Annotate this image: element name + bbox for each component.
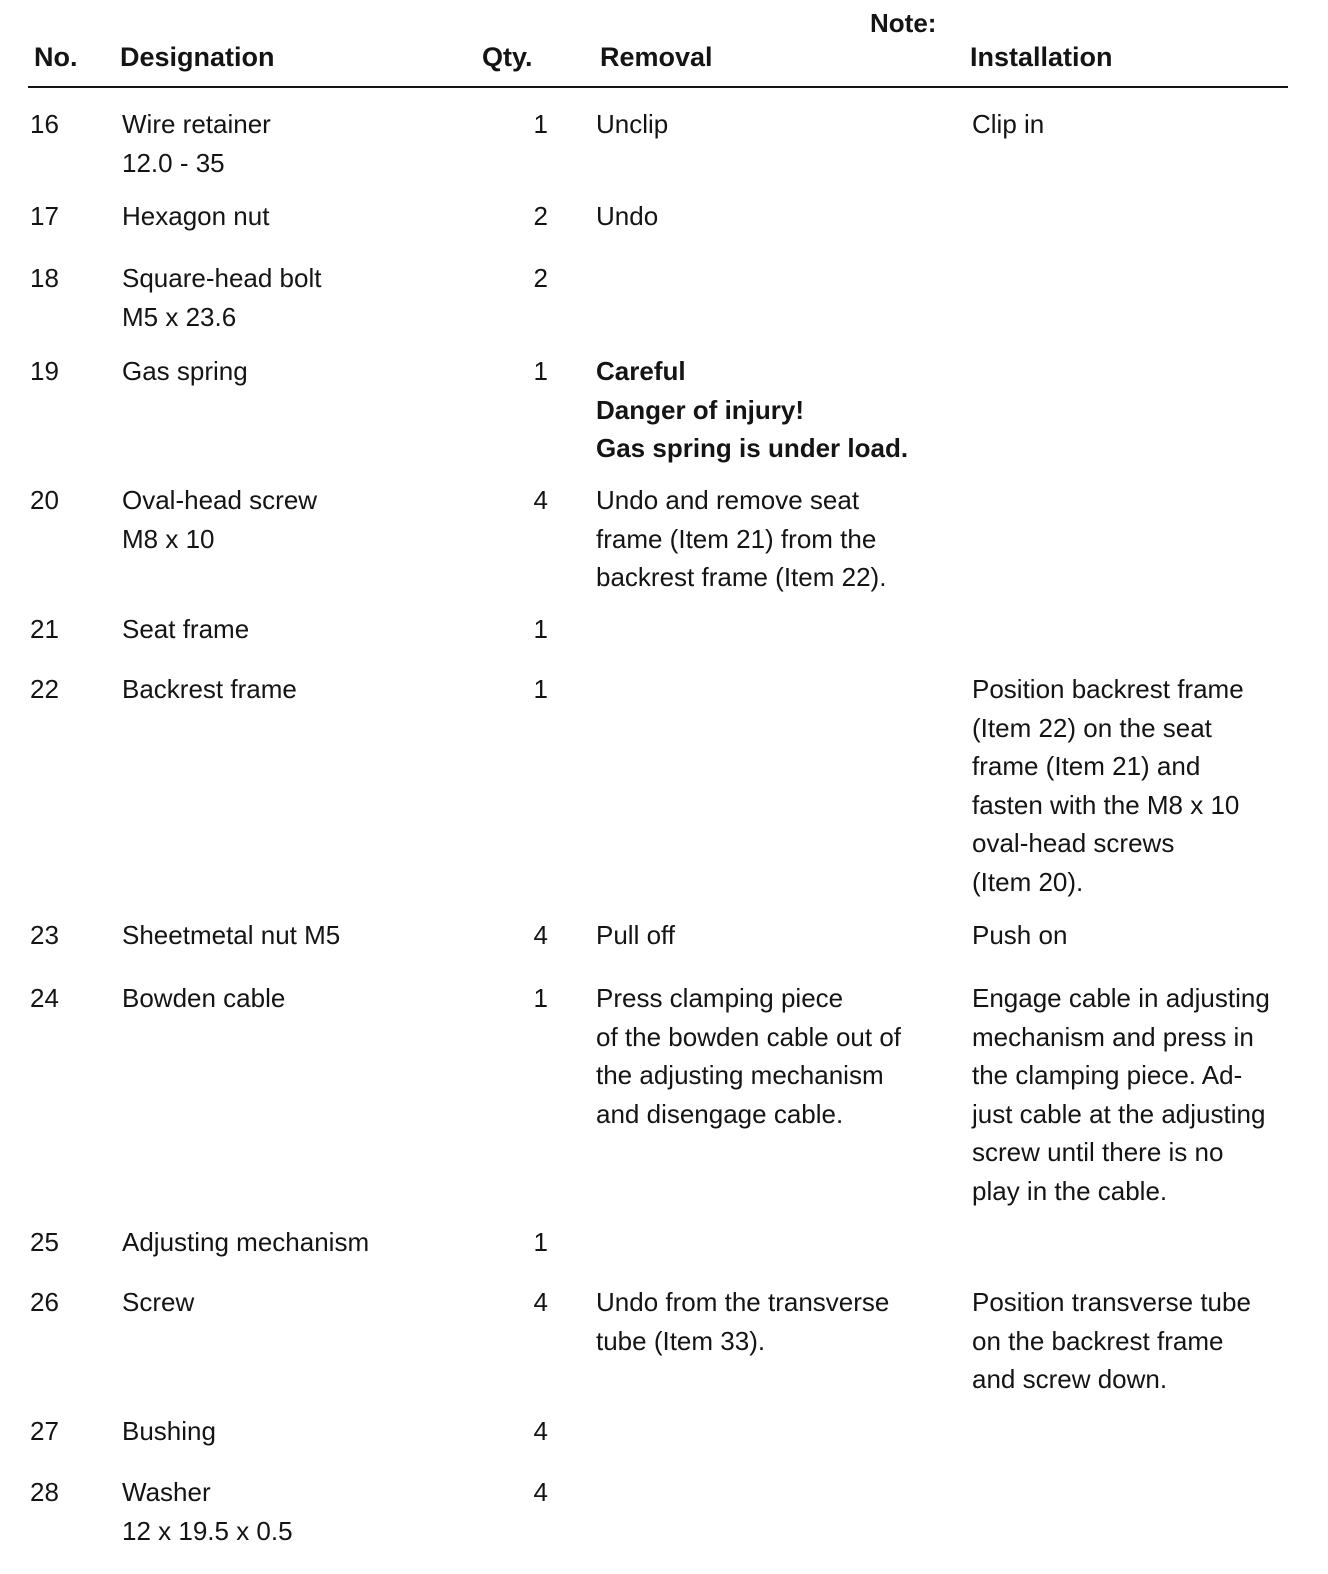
quantity-cell: 4 [533,485,548,515]
removal-cell [596,197,658,236]
item-number: 28 [30,1477,59,1507]
designation-cell-line: 12 x 19.5 x 0.5 [122,1515,293,1546]
designation-cell [122,1283,194,1322]
item-number: 16 [30,109,59,139]
designation-cell [122,1223,369,1262]
item-number: 18 [30,263,59,293]
removal-cell [596,979,901,1133]
item-number: 19 [30,356,59,386]
removal-cell-line: and disengage cable. [596,1098,844,1129]
installation-cell [972,1283,1251,1399]
installation-cell-line: oval-head screws [972,828,1175,858]
designation-cell-line: Sheetmetal nut M5 [122,920,341,950]
header-no: No. [34,42,78,72]
designation-cell [122,670,297,709]
removal-cell [596,1283,889,1360]
quantity-cell: 4 [533,1416,548,1446]
quantity-cell: 2 [533,263,548,293]
installation-cell-line: on the backrest frame [972,1325,1224,1356]
designation-cell-line: Washer [122,1477,211,1507]
removal-cell-line: backrest frame (Item 22). [596,562,887,592]
header-removal: Removal [600,42,713,72]
item-number: 17 [30,201,59,231]
designation-cell-line: Bushing [122,1416,216,1446]
installation-cell-line: mechanism and press in [972,1021,1254,1052]
removal-cell [596,352,908,468]
designation-cell [122,197,269,236]
quantity-cell: 4 [533,1287,548,1317]
designation-cell-line: Screw [122,1287,195,1317]
removal-cell-line: Undo from the transverse [596,1287,890,1317]
quantity-cell: 1 [533,1227,548,1257]
designation-cell-line: Oval-head screw [122,485,318,515]
removal-cell-line: Undo [596,201,659,231]
note-heading: Note: [870,8,937,38]
quantity-cell: 4 [533,1477,548,1507]
quantity-cell: 1 [533,109,548,139]
removal-cell-line: tube (Item 33). [596,1325,766,1356]
designation-cell [122,352,248,391]
removal-cell-line: frame (Item 21) from the [596,523,877,554]
installation-cell-line: (Item 20). [972,866,1084,897]
item-number: 22 [30,674,59,704]
header-designation: Designation [120,42,275,72]
quantity-cell: 1 [533,356,548,386]
quantity-cell: 1 [533,614,548,644]
removal-cell [596,916,675,955]
removal-cell-line: Gas spring is under load. [596,433,909,463]
installation-cell-line: just cable at the adjusting [972,1098,1266,1129]
installation-cell [972,979,1270,1210]
installation-cell-line: Position transverse tube [972,1287,1251,1317]
designation-cell [122,916,340,955]
removal-cell-line: Pull off [596,920,676,950]
table-header [0,42,1328,78]
header-installation: Installation [970,42,1113,72]
removal-cell [596,105,668,144]
designation-cell [122,1412,216,1451]
removal-cell-line: Careful [596,356,686,386]
designation-cell-line: 12.0 - 35 [122,147,225,178]
installation-cell-line: Clip in [972,109,1045,139]
installation-cell [972,916,1067,955]
designation-cell-line: M5 x 23.6 [122,301,237,332]
installation-cell-line: Position backrest frame [972,674,1244,704]
designation-cell [122,105,271,182]
designation-cell-line: Square-head bolt [122,263,322,293]
designation-cell-line: Wire retainer [122,109,271,139]
designation-cell-line: Adjusting mechanism [122,1227,370,1257]
installation-cell-line: screw until there is no [972,1137,1224,1167]
header-rule [28,86,1288,88]
designation-cell-line: Backrest frame [122,674,297,704]
designation-cell-line: Bowden cable [122,983,286,1013]
installation-cell-line: (Item 22) on the seat [972,712,1212,743]
designation-cell [122,1473,293,1550]
quantity-cell: 1 [533,983,548,1013]
designation-cell [122,610,249,649]
removal-cell-line: the adjusting mechanism [596,1060,884,1090]
item-number: 27 [30,1416,59,1446]
designation-cell-line: Seat frame [122,614,250,644]
quantity-cell: 2 [533,201,548,231]
quantity-cell: 1 [533,674,548,704]
header-qty: Qty. [482,42,533,72]
item-number: 24 [30,983,59,1013]
removal-cell-line: Press clamping piece [596,983,844,1013]
installation-cell [972,105,1044,144]
installation-cell-line: fasten with the M8 x 10 [972,789,1240,820]
designation-cell-line: Hexagon nut [122,201,270,231]
removal-cell-line: Unclip [596,109,669,139]
installation-cell-line: and screw down. [972,1364,1168,1394]
installation-cell-line: Push on [972,920,1068,950]
installation-cell-line: Engage cable in adjusting [972,983,1270,1013]
removal-cell [596,481,886,597]
removal-cell-line: of the bowden cable out of [596,1021,902,1052]
item-number: 23 [30,920,59,950]
designation-cell [122,481,317,558]
item-number: 25 [30,1227,59,1257]
installation-cell-line: the clamping piece. Ad- [972,1060,1243,1090]
installation-cell-line: frame (Item 21) and [972,751,1201,781]
quantity-cell: 4 [533,920,548,950]
installation-cell [972,670,1244,901]
item-number: 21 [30,614,59,644]
designation-cell [122,979,285,1018]
removal-cell-line: Danger of injury! [596,394,805,425]
installation-cell-line: play in the cable. [972,1175,1168,1206]
item-number: 20 [30,485,59,515]
designation-cell-line: Gas spring [122,356,248,386]
designation-cell-line: M8 x 10 [122,523,215,554]
removal-cell-line: Undo and remove seat [596,485,860,515]
item-number: 26 [30,1287,59,1317]
designation-cell [122,259,321,336]
